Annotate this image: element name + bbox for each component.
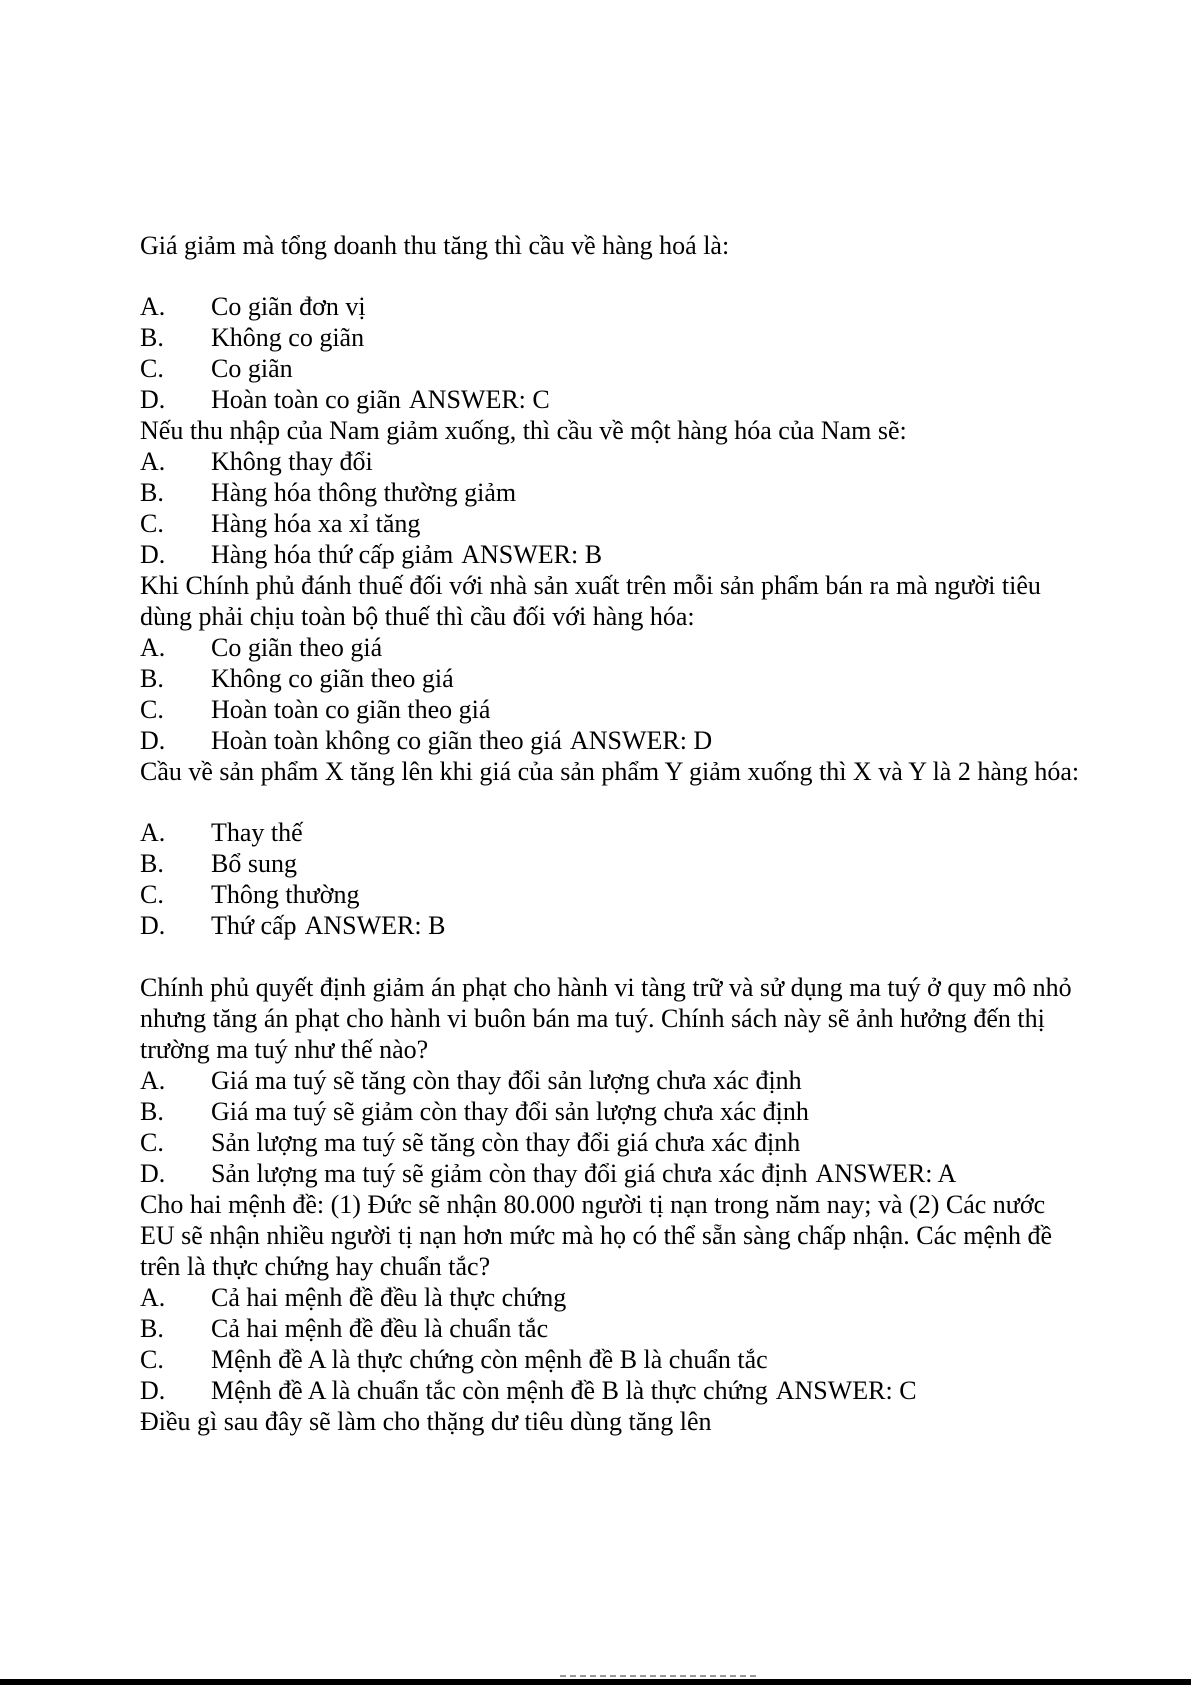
- option-letter: C.: [140, 509, 164, 538]
- page-break-marker: [560, 1675, 760, 1677]
- option-d: [140, 725, 1080, 756]
- option-a: [140, 291, 1080, 322]
- option-text: Sản lượng ma tuý sẽ giảm còn thay đổi giá chưa xác định: [211, 1159, 808, 1188]
- option-text: Co giãn đơn vị: [211, 292, 366, 321]
- option-letter: C.: [140, 880, 164, 909]
- option-letter: B.: [140, 1097, 164, 1126]
- option-letter: B.: [140, 849, 164, 878]
- option-letter: D.: [140, 726, 166, 755]
- option-d: [140, 384, 1080, 415]
- answer-key: ANSWER: C: [775, 1376, 917, 1405]
- option-a: [140, 817, 1080, 848]
- option-text: Sản lượng ma tuý sẽ tăng còn thay đổi giá chưa xác định: [211, 1128, 801, 1157]
- question-7: [140, 1406, 1080, 1437]
- option-letter: B.: [140, 478, 164, 507]
- option-letter: C.: [140, 1345, 164, 1374]
- option-letter: D.: [140, 911, 166, 940]
- question-4: [140, 756, 1080, 941]
- option-letter: A.: [140, 292, 166, 321]
- option-text: Không co giãn: [211, 323, 365, 352]
- option-letter: D.: [140, 1376, 166, 1405]
- option-letter: D.: [140, 385, 166, 414]
- question-3: [140, 570, 1080, 756]
- option-letter: A.: [140, 818, 166, 847]
- question-text: Chính phủ quyết định giảm án phạt cho hành vi tàng trữ và sử dụng ma tuý ở quy mô nhỏ nhưng tăng án phạt cho hành vi buôn bán ma tuý. Chính sách này sẽ ảnh hưởng đến thị trường ma tuý như thế nào?: [140, 973, 1072, 1064]
- option-d: [140, 1375, 1080, 1406]
- option-b: [140, 477, 1080, 508]
- option-text: Co giãn theo giá: [211, 633, 383, 662]
- option-text: Hàng hóa xa xỉ tăng: [211, 509, 421, 538]
- option-text: Cả hai mệnh đề đều là chuẩn tắc: [211, 1314, 549, 1343]
- option-text: Mệnh đề A là thực chứng còn mệnh đề B là chuẩn tắc: [211, 1345, 768, 1374]
- page-bottom-rule: [0, 1679, 1191, 1685]
- option-c: [140, 1127, 1080, 1158]
- option-text: Hoàn toàn co giãn theo giá: [211, 695, 491, 724]
- option-a: [140, 446, 1080, 477]
- option-b: [140, 322, 1080, 353]
- option-text: Không thay đổi: [211, 447, 373, 476]
- option-text: Thứ cấp: [211, 911, 297, 940]
- answer-key: ANSWER: D: [569, 726, 713, 755]
- option-letter: B.: [140, 664, 164, 693]
- option-text: Thông thường: [211, 880, 360, 909]
- option-text: Giá ma tuý sẽ tăng còn thay đổi sản lượng chưa xác định: [211, 1066, 802, 1095]
- option-c: [140, 508, 1080, 539]
- option-text: Co giãn: [211, 354, 293, 383]
- option-letter: D.: [140, 1159, 166, 1188]
- question-1: [140, 230, 1080, 415]
- option-a: [140, 1282, 1080, 1313]
- option-text: Bổ sung: [211, 849, 297, 878]
- option-letter: B.: [140, 1314, 164, 1343]
- question-6: [140, 1189, 1080, 1406]
- option-text: Hàng hóa thông thường giảm: [211, 478, 517, 507]
- option-text: Cả hai mệnh đề đều là thực chứng: [211, 1283, 567, 1312]
- option-text: Mệnh đề A là chuẩn tắc còn mệnh đề B là thực chứng: [211, 1376, 768, 1405]
- option-text: Hoàn toàn không co giãn theo giá: [211, 726, 562, 755]
- question-text: Cho hai mệnh đề: (1) Đức sẽ nhận 80.000 người tị nạn trong năm nay; và (2) Các nước EU sẽ nhận nhiều người tị nạn hơn mức mà họ có thể sẵn sàng chấp nhận. Các mệnh đề trên là thực chứng hay chuẩn tắc?: [140, 1190, 1053, 1281]
- option-b: [140, 1096, 1080, 1127]
- answer-key: ANSWER: A: [815, 1159, 957, 1188]
- option-c: [140, 1344, 1080, 1375]
- option-d: [140, 910, 1080, 941]
- option-b: [140, 848, 1080, 879]
- question-2: [140, 415, 1080, 570]
- option-text: Giá ma tuý sẽ giảm còn thay đổi sản lượng chưa xác định: [211, 1097, 809, 1126]
- option-letter: C.: [140, 1128, 164, 1157]
- option-text: Hoàn toàn co giãn: [211, 385, 401, 414]
- option-text: Không co giãn theo giá: [211, 664, 454, 693]
- option-c: [140, 879, 1080, 910]
- option-letter: D.: [140, 540, 166, 569]
- question-text: Khi Chính phủ đánh thuế đối với nhà sản xuất trên mỗi sản phẩm bán ra mà người tiêu dùng phải chịu toàn bộ thuế thì cầu đối với hàng hóa:: [140, 571, 1041, 631]
- answer-key: ANSWER: B: [461, 540, 603, 569]
- question-text: Điều gì sau đây sẽ làm cho thặng dư tiêu dùng tăng lên: [140, 1407, 712, 1436]
- question-text: Giá giảm mà tổng doanh thu tăng thì cầu về hàng hoá là:: [140, 231, 730, 260]
- option-letter: C.: [140, 354, 164, 383]
- option-letter: A.: [140, 1283, 166, 1312]
- option-b: [140, 663, 1080, 694]
- option-letter: A.: [140, 447, 166, 476]
- option-letter: A.: [140, 633, 166, 662]
- option-c: [140, 353, 1080, 384]
- option-d: [140, 1158, 1080, 1189]
- option-a: [140, 1065, 1080, 1096]
- answer-key: ANSWER: B: [304, 911, 446, 940]
- document-page: [140, 230, 1080, 1437]
- question-5: [140, 972, 1080, 1189]
- option-letter: C.: [140, 695, 164, 724]
- question-text: Cầu về sản phẩm X tăng lên khi giá của sản phẩm Y giảm xuống thì X và Y là 2 hàng hóa:: [140, 757, 1080, 786]
- answer-key: ANSWER: C: [408, 385, 550, 414]
- option-a: [140, 632, 1080, 663]
- option-letter: B.: [140, 323, 164, 352]
- option-letter: A.: [140, 1066, 166, 1095]
- option-text: Hàng hóa thứ cấp giảm: [211, 540, 454, 569]
- option-text: Thay thế: [211, 818, 303, 847]
- option-b: [140, 1313, 1080, 1344]
- question-text: Nếu thu nhập của Nam giảm xuống, thì cầu về một hàng hóa của Nam sẽ:: [140, 416, 907, 445]
- option-d: [140, 539, 1080, 570]
- option-c: [140, 694, 1080, 725]
